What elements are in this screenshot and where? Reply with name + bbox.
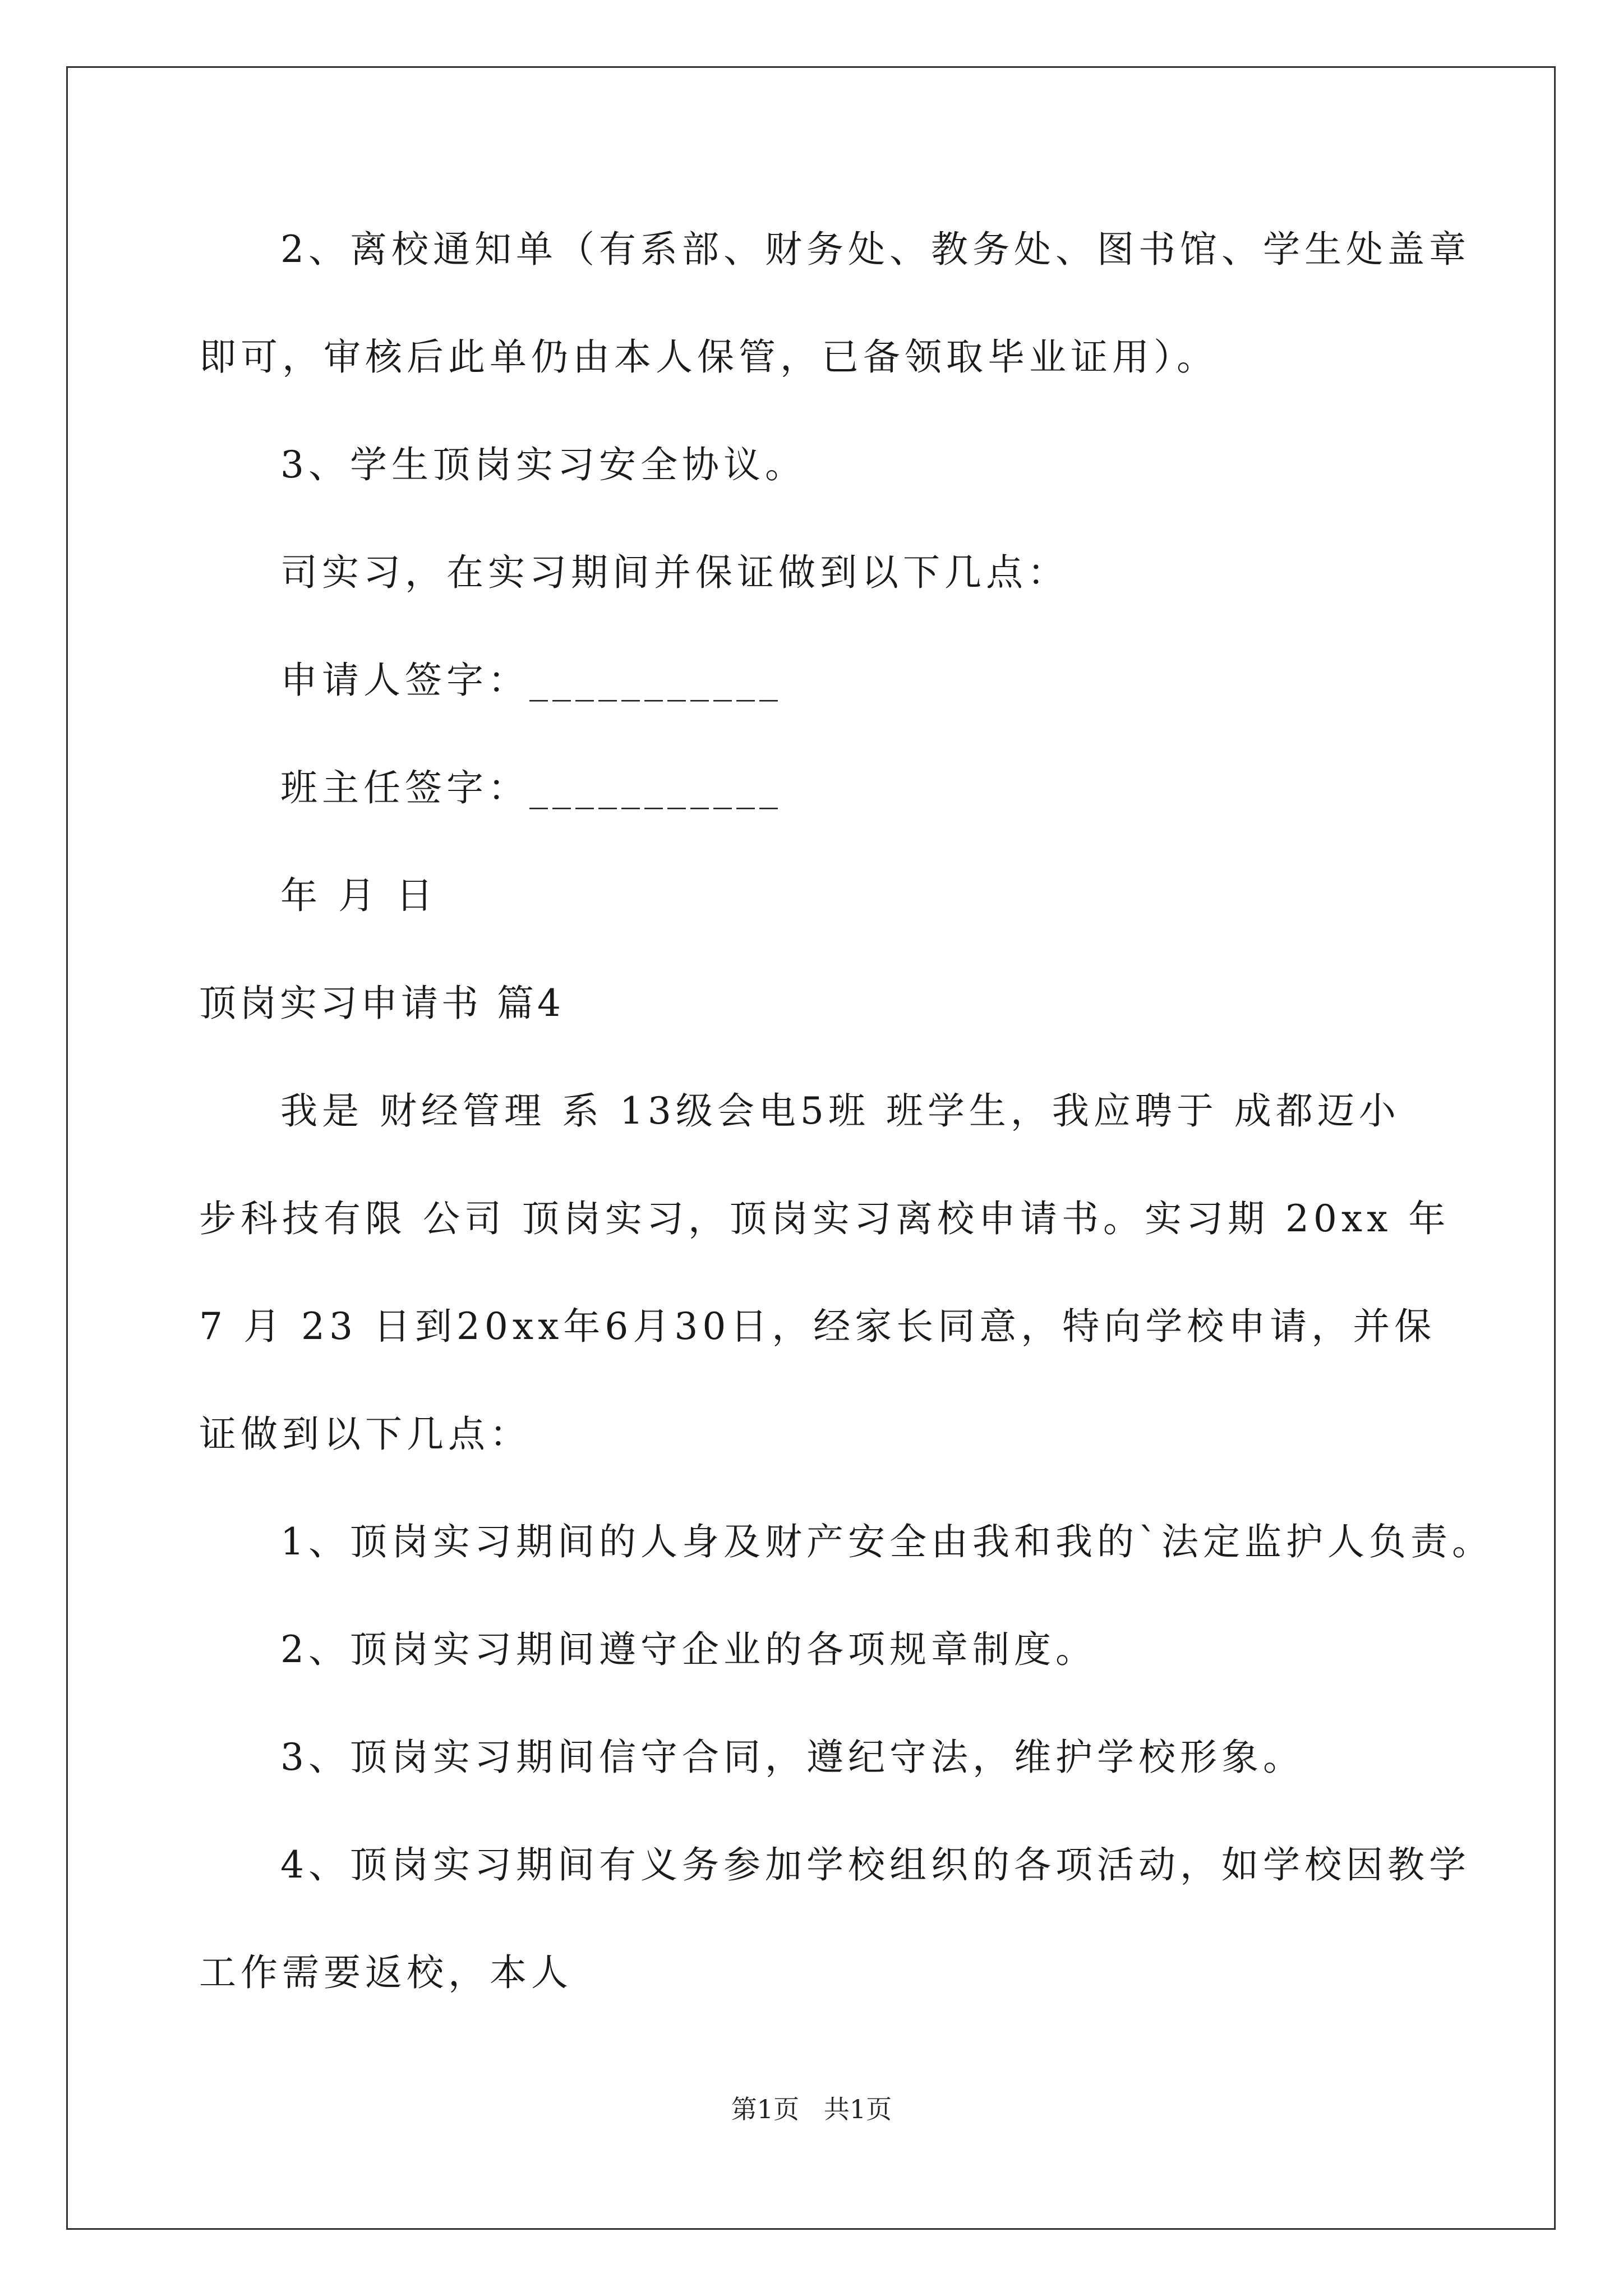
paragraph-line: 证做到以下几点： <box>199 1412 531 1456</box>
date-line: 年 月 日 <box>280 874 437 917</box>
applicant-signature-line: 申请人签字：___________ <box>280 659 782 702</box>
paragraph-line: 7 月 23 日到20xx年6月30日，经家长同意，特向学校申请，并保 <box>199 1305 1436 1348</box>
teacher-signature-line: 班主任签字：___________ <box>280 766 782 809</box>
paragraph-line: 3、学生顶岗实习安全协议。 <box>280 443 806 486</box>
paragraph-line: 2、离校通知单（有系部、财务处、教务处、图书馆、学生处盖章 <box>280 228 1470 271</box>
paragraph-line: 3、顶岗实习期间信守合同，遵纪守法，维护学校形象。 <box>280 1736 1304 1779</box>
paragraph-line: 工作需要返校，本人 <box>199 1951 573 1994</box>
page-footer: 第1页 共1页 <box>731 2094 892 2124</box>
paragraph-line: 1、顶岗实习期间的人身及财产安全由我和我的`法定监护人负责。 <box>280 1520 1493 1563</box>
paragraph-line: 我是 财经管理 系 13级会电5班 班学生，我应聘于 成都迈小 <box>280 1089 1400 1133</box>
section-heading: 顶岗实习申请书 篇4 <box>199 982 564 1025</box>
paragraph-line: 4、顶岗实习期间有义务参加学校组织的各项活动，如学校因教学 <box>280 1843 1470 1887</box>
paragraph-line: 步科技有限 公司 顶岗实习，顶岗实习离校申请书。实习期 20xx 年 <box>199 1197 1450 1240</box>
page-border <box>66 66 1556 2230</box>
paragraph-line: 司实习，在实习期间并保证做到以下几点： <box>280 551 1069 594</box>
paragraph-line: 即可，审核后此单仍由本人保管，已备领取毕业证用）。 <box>199 335 1218 379</box>
paragraph-line: 2、顶岗实习期间遵守企业的各项规章制度。 <box>280 1628 1097 1671</box>
